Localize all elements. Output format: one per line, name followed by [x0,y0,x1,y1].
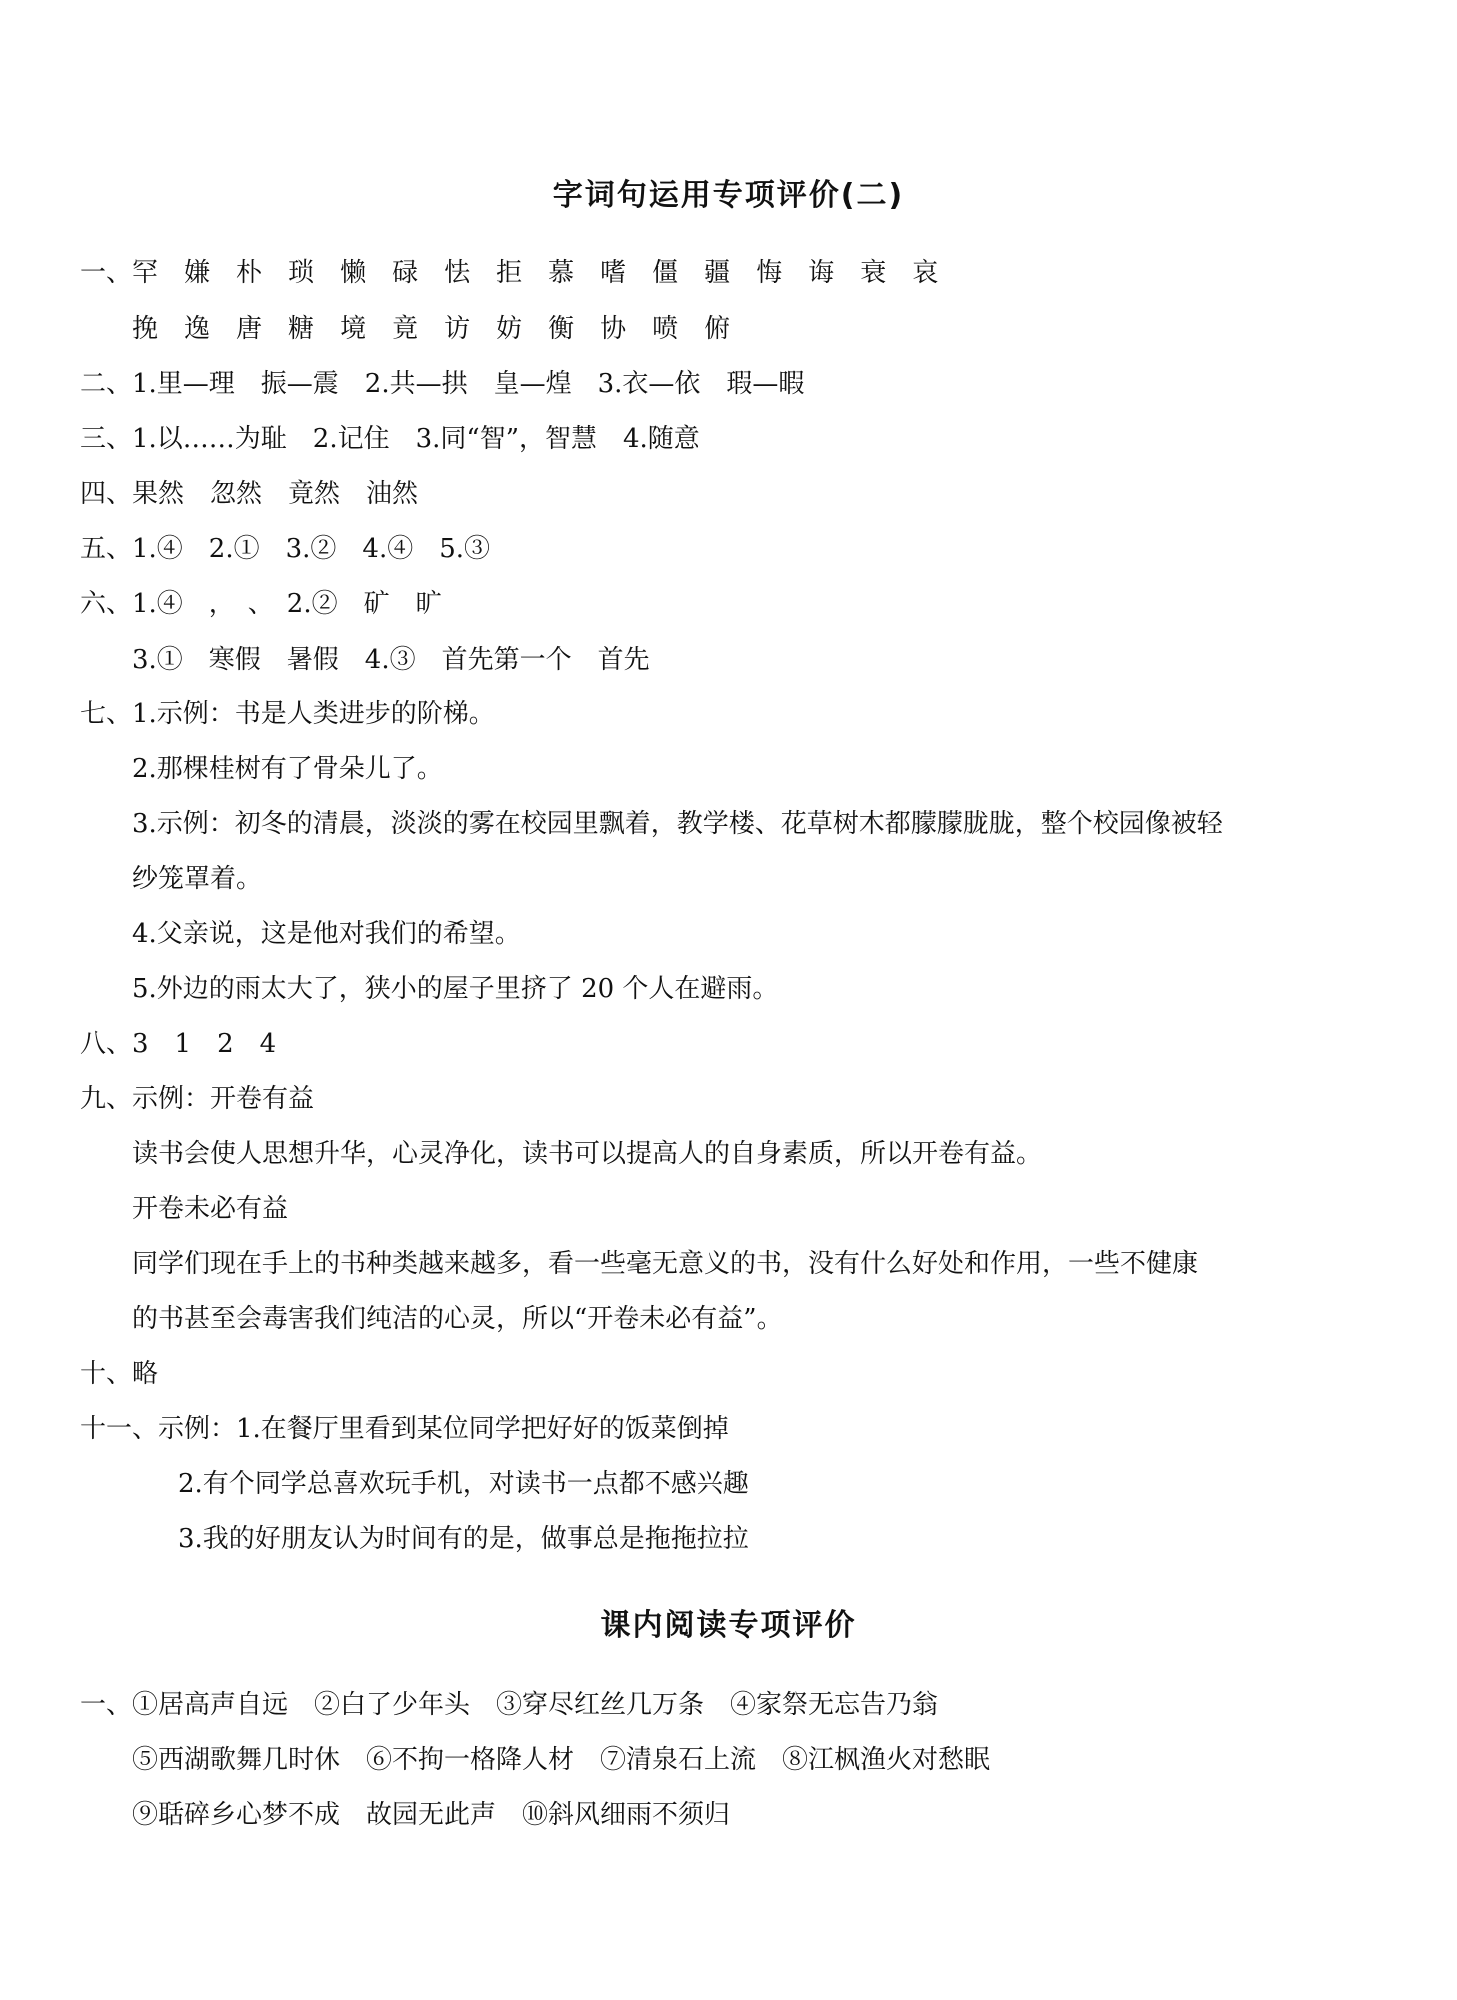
answer-9-line-2: 读书会使人思想升华，心灵净化，读书可以提高人的自身素质，所以开卷有益。 [132,1139,1043,1169]
char: 衰 [860,258,887,288]
answer-7-line-5: 4.父亲说，这是他对我们的希望。 [132,919,521,949]
char: 俯 [704,314,731,344]
answer-5: 五、1.④ 2.① 3.② 4.④ 5.③ [80,534,491,564]
answer-7-line-6: 5.外边的雨太大了，狭小的屋子里挤了 20 个人在避雨。 [132,974,779,1004]
char: 僵 [652,258,679,288]
char: 妨 [496,314,523,344]
char: 嗜 [600,258,627,288]
char: 悔 [756,258,783,288]
answer-9-line-3: 开卷未必有益 [132,1194,289,1224]
char: 衡 [548,314,575,344]
answer-3: 三、1.以……为耻 2.记住 3.同“智”，智慧 4.随意 [80,424,700,454]
char: 疆 [704,258,731,288]
char: 协 [600,314,627,344]
reading-answer-1-line-2: ⑤西湖歌舞几时休 ⑥不拘一格降人材 ⑦清泉石上流 ⑧江枫渔火对愁眠 [132,1745,991,1775]
char: 琐 [288,258,315,288]
char: 朴 [236,258,263,288]
answer-11-line-2: 2.有个同学总喜欢玩手机，对读书一点都不感兴趣 [178,1469,749,1499]
char: 喷 [652,314,679,344]
reading-answer-1-line-3: ⑨聒碎乡心梦不成 故园无此声 ⑩斜风细雨不须归 [132,1800,731,1830]
char: 访 [444,314,471,344]
char: 一、罕 [80,258,159,288]
char: 逸 [184,314,211,344]
char: 诲 [808,258,835,288]
char: 慕 [548,258,575,288]
answer-1-row-2 [132,312,730,346]
char: 嫌 [184,258,211,288]
answer-7-line-4: 纱笼罩着。 [132,864,263,894]
char: 懒 [340,258,367,288]
answer-7-line-2: 2.那棵桂树有了骨朵儿了。 [132,754,443,784]
answer-10: 十、略 [80,1359,159,1389]
char: 挽 [132,314,159,344]
answer-1-row-1 [80,256,938,290]
answer-9-line-1: 九、示例：开卷有益 [80,1084,315,1114]
answer-7-line-3: 3.示例：初冬的清晨，淡淡的雾在校园里飘着，教学楼、花草树木都朦朦胧胧，整个校园像被轻 [132,809,1223,839]
char: 糖 [288,314,315,344]
char: 拒 [496,258,523,288]
section-title-reading: 课内阅读专项评价 [600,1608,857,1643]
reading-answer-1-line-1: 一、①居高声自远 ②白了少年头 ③穿尽红丝几万条 ④家祭无忘告乃翁 [80,1690,939,1720]
answer-9-line-5: 的书甚至会毒害我们纯洁的心灵，所以“开卷未必有益”。 [132,1304,783,1334]
answer-6-line-1: 六、1.④ ， 、 2.② 矿 旷 [80,589,442,619]
answer-6-line-2: 3.① 寒假 暑假 4.③ 首先第一个 首先 [132,645,650,675]
answer-2: 二、1.里—理 振—震 2.共—拱 皇—煌 3.衣—依 瑕—暇 [80,369,805,399]
char: 唐 [236,314,263,344]
answer-7-line-1: 七、1.示例：书是人类进步的阶梯。 [80,699,495,729]
answer-11-line-3: 3.我的好朋友认为时间有的是，做事总是拖拖拉拉 [178,1524,749,1554]
section-title-word-usage: 字词句运用专项评价(二) [552,178,905,213]
char: 竟 [392,314,419,344]
char: 碌 [392,258,419,288]
answer-8: 八、3 1 2 4 [80,1029,277,1059]
answer-11-line-1: 十一、示例：1.在餐厅里看到某位同学把好好的饭菜倒掉 [80,1414,729,1444]
char: 境 [340,314,367,344]
char: 哀 [912,258,939,288]
answer-9-line-4: 同学们现在手上的书种类越来越多，看一些毫无意义的书，没有什么好处和作用，一些不健康 [132,1249,1199,1279]
answer-4: 四、果然 忽然 竟然 油然 [80,479,419,509]
char: 怯 [444,258,471,288]
